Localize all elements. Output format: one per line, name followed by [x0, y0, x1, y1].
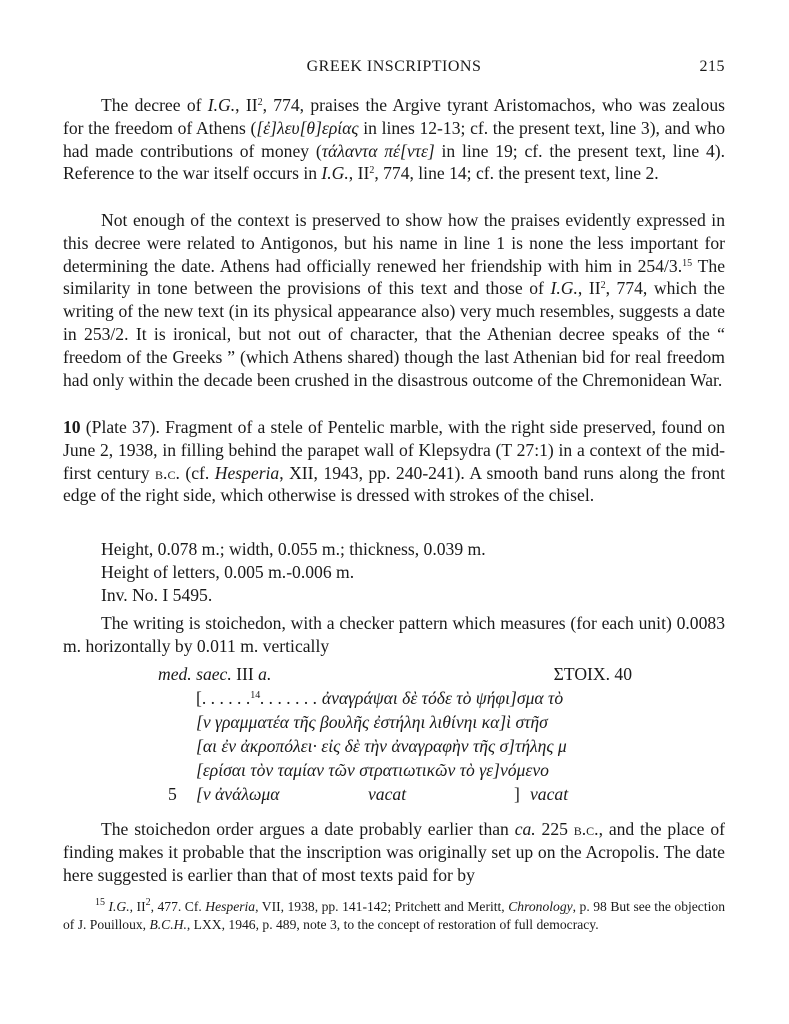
paragraph-stoichedon: The writing is stoichedon, with a checker pattern which measures (for each unit) 0.0083 m. horizontally by 0.011 m. vertically — [63, 613, 725, 656]
text-run: , and the place of finding makes it probable that the inscription was originally set up on the Acropolis. The date here suggested is earlier than that of most texts paid for by — [63, 819, 725, 885]
citation-ig: I.G. — [321, 163, 349, 184]
measurement-letter-height: Height of letters, 0.005 m.-0.006 m. — [101, 562, 355, 582]
inscription-line-3: [αι ἐν ἀκροπόλει· εἰς δὲ τὴν ἀναγραφὴν τῆς σ]τήλης μ — [196, 736, 567, 756]
running-title: GREEK INSCRIPTIONS — [306, 58, 482, 75]
superscript: 2 — [145, 897, 151, 908]
citation-ig: I.G. — [550, 278, 578, 299]
inventory-number: Inv. No. I 5495. — [101, 585, 213, 605]
lacuna: [. . . . . . — [196, 688, 251, 708]
inscription-date — [158, 664, 271, 685]
journal-title: B.C.H. — [149, 916, 187, 932]
text-run: The stoichedon order argues a date probably earlier than — [101, 819, 515, 839]
date-century: III — [231, 664, 259, 684]
superscript: 2 — [369, 165, 375, 177]
text-run: , p. 98 But see the objection of J. Pouilloux, — [63, 899, 725, 932]
text-run: (Plate 37). Fragment of a stele of Pentelic marble, with the right side preserved, found on June 2, 1938, in filling behind the parapet wall of Klepsydra (T 27:1) in a context of the mid-first century — [63, 417, 725, 483]
greek-phrase: [ἐ]λευ[θ]ερίας — [256, 117, 359, 138]
era-abbrev: b.c. — [155, 462, 180, 483]
footnote-15 — [63, 898, 725, 933]
greek-text: . . . . . . . ἀναγράψαι δὲ τόδε τὸ ψήφι]σμα τὸ — [260, 688, 564, 708]
date-prefix: med. saec. — [158, 664, 232, 684]
journal-title: Hesperia — [205, 899, 256, 914]
date-suffix: a. — [258, 664, 272, 684]
measurement-dimensions: Height, 0.078 m.; width, 0.055 m.; thickness, 0.039 m. — [101, 539, 486, 559]
text-run: (cf. — [179, 462, 215, 483]
inscription-header — [158, 664, 632, 688]
circa-abbrev: ca. — [514, 819, 536, 839]
text-run: , LXX, 1946, p. 489, note 3, to the concept of restoration of full democracy. — [186, 916, 599, 932]
paragraph-aristomachos — [63, 94, 725, 185]
text-run: 225 — [535, 819, 574, 839]
text-run: , II — [235, 95, 258, 115]
text-run: in line 19; cf. the present text, line 4). Reference to the war itself occurs in — [63, 140, 726, 184]
text-run: , II — [129, 899, 146, 914]
text-run: , 477. Cf. — [150, 899, 206, 914]
footnote-reference[interactable]: 15 — [682, 257, 693, 269]
vacat-mark: vacat — [530, 784, 569, 804]
text-run: in lines 12-13; cf. the present text, line 3), and who had made contributions of money ( — [63, 117, 725, 161]
line-number: 5 — [168, 784, 177, 804]
text-run: , II — [577, 278, 601, 299]
text-run: The similarity in tone between the provisions of this text and those of — [63, 255, 725, 299]
text-run: , 774, line 14; cf. the present text, line 2. — [374, 163, 659, 184]
citation-ig: I.G. — [108, 899, 130, 914]
footnote-number: 15 — [95, 897, 105, 908]
text-run: , 774, praises the Argive tyrant Aristomachos, who was zealous for the freedom of Athens ( — [63, 95, 725, 138]
paragraph-item-10 — [63, 416, 725, 507]
inscription-line-4: [ερίσαι τὸν ταμίαν τῶν στρατιωτικῶν τὸ γε]νόμενο — [196, 760, 549, 780]
inscription-line-5 — [196, 784, 279, 805]
greek-phrase: τάλαντα πέ[ντε] — [321, 140, 435, 161]
text-run: , XII, 1943, pp. 240-241). A smooth band runs along the front edge of the right side, which otherwise is dressed with strokes of the chisel. — [63, 462, 725, 506]
journal-title: Hesperia — [214, 462, 280, 483]
greek-text: [ν ἀνάλωμα — [196, 784, 280, 804]
stoichedon-count: ΣΤΟΙΧ. 40 — [553, 664, 632, 684]
paragraph-antigonos — [63, 209, 725, 391]
text-run: The decree of — [101, 95, 208, 115]
running-header — [63, 58, 725, 80]
text-run: Not enough of the context is preserved to show how the praises evidently expressed in this decree were related to Antigonos, but his name in line 1 is none the less important for determining the date. Athens had officially renewed her friendship with him in 254/3. — [63, 210, 725, 276]
item-number: 10 — [63, 417, 81, 437]
lacuna-count: 14 — [250, 690, 261, 701]
era-abbrev: b.c. — [573, 819, 599, 839]
inscription-line-1 — [196, 688, 563, 709]
citation-ig: I.G. — [207, 95, 236, 115]
closing-bracket: ] — [514, 784, 520, 804]
superscript: 2 — [600, 280, 606, 292]
vacat-mark: vacat — [368, 784, 407, 804]
text-run: , 774, which the writing of the new text (in its physical appearance also) very much resembles, suggests a date in 253/2. It is ironical, but not out of character, that the Athenian decree speaks of the “ freedom of the Greeks ” (which Athens shared) though the last Athenian bid for real freedom had only within the decade been crushed in the disastrous outcome of the Chremonidean War. — [63, 278, 725, 390]
inscription-line-2: [ν γραμματέα τῆς βουλῆς ἐστήληι λιθίνηι κα]ὶ στῆσ — [196, 712, 548, 732]
page-number: 215 — [699, 58, 725, 75]
text-run: , VII, 1938, pp. 141-142; Pritchett and Meritt, — [255, 899, 509, 914]
book-title: Chronology — [508, 899, 573, 914]
superscript: 2 — [257, 97, 263, 108]
text-run: , II — [348, 163, 370, 184]
paragraph-date-argument — [63, 818, 725, 886]
